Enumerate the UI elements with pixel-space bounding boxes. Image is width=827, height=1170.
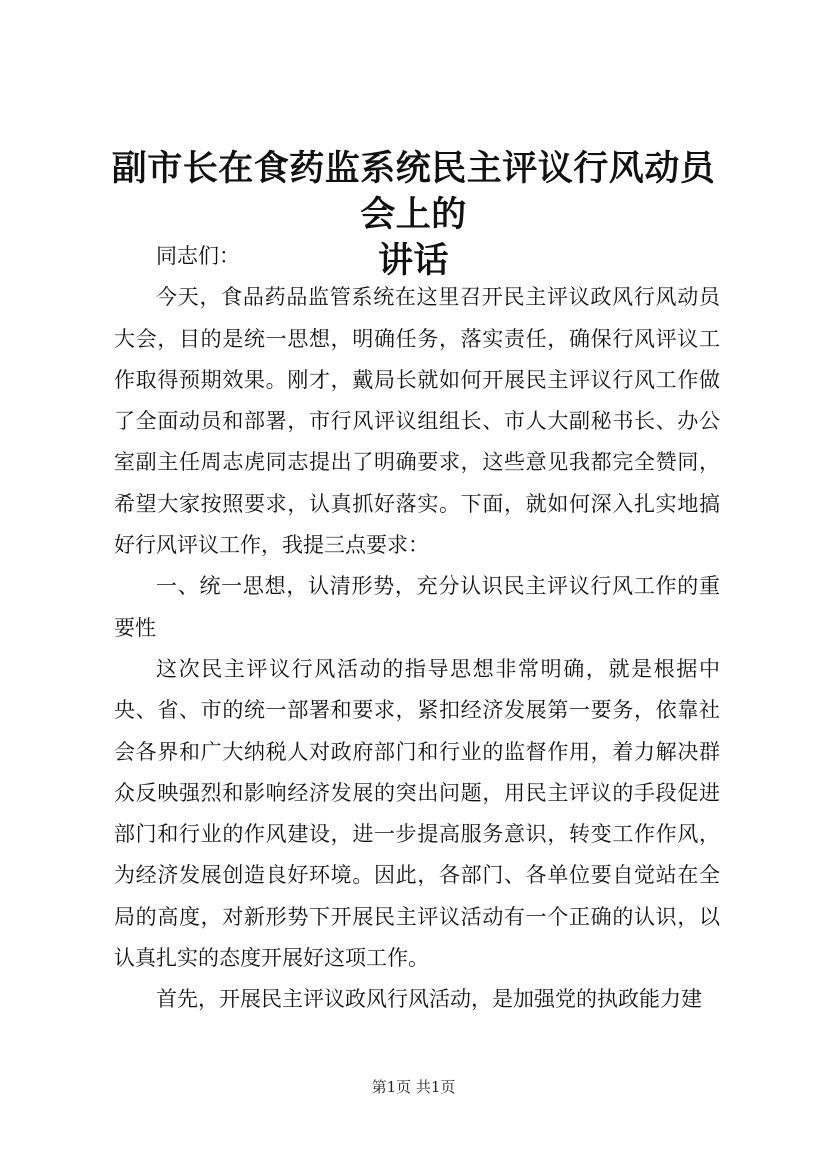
paragraph-intro: 今天，食品药品监管系统在这里召开民主评议政风行风动员大会，目的是统一思想，明确任务，落实责任，确保行风评议工作取得预期效果。刚才，戴局长就如何开展民主评议行风工作做了全面动员和部署，市行风评议组组长、市人大副秘书长、办公室副主任周志虎同志提出了明确要求，这些意见我都完全赞同，希望大家按照要求，认真抓好落实。下面，就如何深入扎实地搞好行风评议工作，我提三点要求： bbox=[114, 285, 720, 558]
title-line-2: 讲话 bbox=[377, 240, 449, 281]
page-footer: 第1页 共1页 bbox=[371, 1078, 456, 1096]
title-line-1: 副市长在食药监系统民主评议行风动员会上的 bbox=[111, 148, 716, 235]
paragraph-guideline: 这次民主评议行风活动的指导思想非常明确，就是根据中央、省、市的统一部署和要求，紧扣经济发展第一要务，依靠社会各界和广大纳税人对政府部门和行业的监督作用，着力解决群众反映强烈和影响经济发展的突出问题，用民主评议的手段促进部门和行业的作风建设，进一步提高服务意识，转变工作作风，为经济发展创造良好环境。因此，各部门、各单位要自觉站在全局的高度，对新形势下开展民主评议活动有一个正确的认识，以认真扎实的态度开展好这项工作。 bbox=[114, 656, 720, 971]
section-heading-1: 一、统一思想，认清形势，充分认识民主评议行风工作的重要性 bbox=[114, 574, 720, 640]
document-body bbox=[114, 236, 720, 1021]
paragraph-first-point: 首先，开展民主评议政风行风活动，是加强党的执政能力建 bbox=[156, 987, 702, 1012]
salutation: 同志们： bbox=[156, 244, 240, 268]
